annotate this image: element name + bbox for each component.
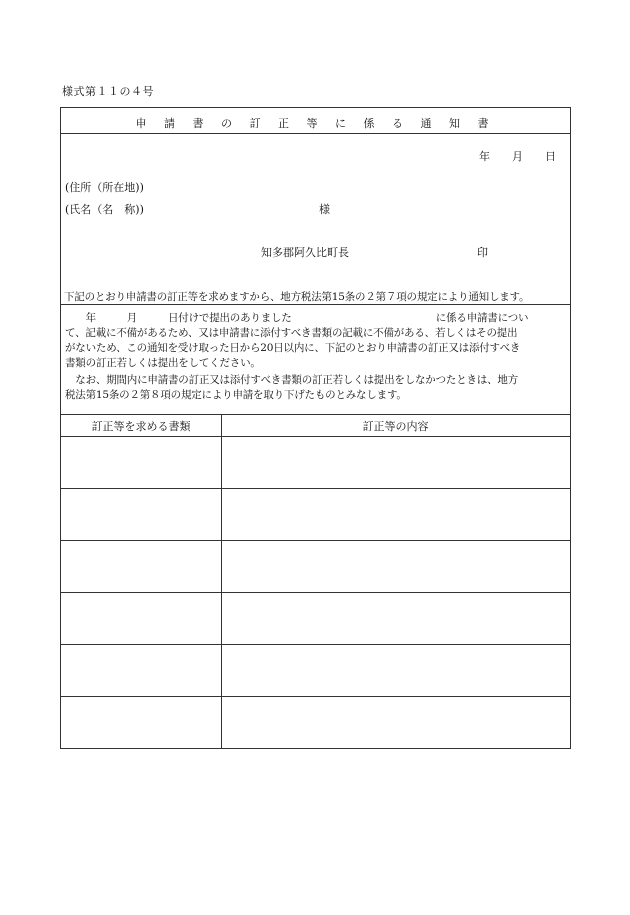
table-top-border	[61, 414, 570, 415]
body-paragraph-1: 年 月 日付けで提出のありました に係る申請書につい て、記載に不備があるため、又は申請書に添付すべき書類の記載に不備がある、若しくはその提出 がないため、この通知を受け取った日から20日以内に、下記のとおり申請書の訂正又は添付すべき 書類の訂正若しくは提出をしてください。	[65, 312, 529, 369]
table-row	[61, 644, 570, 645]
header-documents: 訂正等を求める書類	[91, 420, 191, 433]
column-divider	[221, 414, 222, 748]
form-number: 様式第１１の４号	[62, 85, 154, 98]
honorific: 様	[319, 203, 330, 216]
table-row	[61, 436, 570, 437]
seal-mark: 印	[477, 246, 488, 259]
table-row	[61, 488, 570, 489]
name-label: (氏名（名 称))	[65, 203, 144, 216]
form-title: 申 請 書 の 訂 正 等 に 係 る 通 知 書	[135, 117, 496, 130]
table-row	[61, 696, 570, 697]
body-paragraph-2: なお、期間内に申請書の訂正又は添付すべき書類の訂正若しくは提出をしなかつたときは、地方 税法第15条の２第８項の規定により申請を取り下げたものとみなします。	[65, 374, 518, 401]
address-label: (住所（所在地))	[65, 181, 144, 194]
title-divider	[61, 133, 570, 134]
notice-statement: 下記のとおり申請書の訂正等を求めますから、地方税法第15条の２第７項の規定により通知します。	[64, 291, 530, 303]
header-content: 訂正等の内容	[362, 420, 429, 433]
notice-divider	[61, 304, 570, 305]
table-row	[61, 592, 570, 593]
notice-form	[60, 107, 571, 749]
date-field: 年 月 日	[479, 150, 556, 163]
issuer-name: 知多郡阿久比町長	[261, 246, 349, 259]
table-row	[61, 540, 570, 541]
correction-table	[61, 414, 570, 748]
